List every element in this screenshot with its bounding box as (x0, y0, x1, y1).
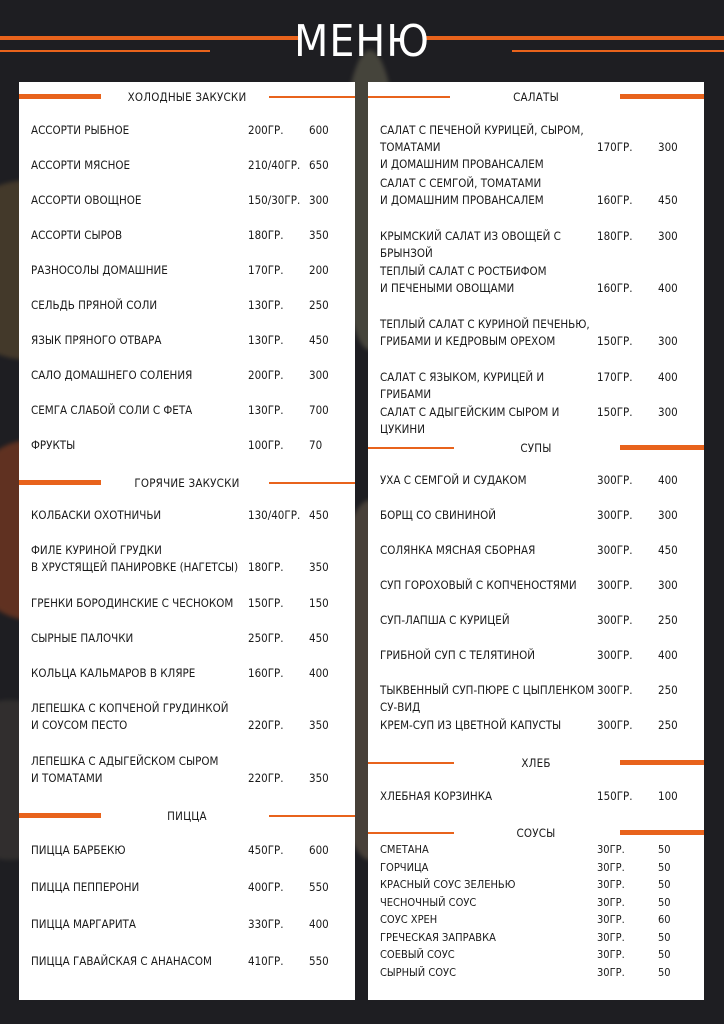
menu-item-name: СУП-ЛАПША С КУРИЦЕЙ (380, 613, 510, 627)
menu-item-weight: 250ГР. (248, 631, 284, 645)
menu-item-name: ЯЗЫК ПРЯНОГО ОТВАРА (31, 333, 162, 347)
menu-item-name: ГРЕНКИ БОРОДИНСКИЕ С ЧЕСНОКОМ (31, 596, 234, 610)
menu-item-price: 50 (658, 878, 671, 891)
menu-item-name (380, 263, 595, 297)
section-header-pizza (19, 805, 355, 829)
menu-item-weight: 170ГР. (597, 370, 633, 384)
menu-item-price: 600 (309, 843, 329, 857)
menu-item-name: КРАСНЫЙ СОУС ЗЕЛЕНЬЮ (380, 878, 516, 891)
menu-item-price: 300 (658, 508, 678, 522)
menu-item-weight: 150ГР. (597, 334, 633, 348)
menu-item-weight: 150ГР. (248, 596, 284, 610)
menu-item-weight: 170ГР. (597, 140, 633, 154)
menu-item-name-line: И СОУСОМ ПЕСТО (31, 718, 128, 732)
menu-title: МЕНЮ (294, 16, 430, 67)
menu-item-name: САЛАТ С ЯЗЫКОМ, КУРИЦЕЙ И ГРИБАМИ (380, 370, 545, 401)
menu-item-weight: 300ГР. (597, 578, 633, 592)
menu-item-weight: 150/30ГР. (248, 193, 301, 207)
menu-item-price: 600 (309, 123, 329, 137)
menu-item-price: 300 (658, 140, 678, 154)
section-title: ХОЛОДНЫЕ ЗАКУСКИ (127, 90, 247, 104)
menu-item-price: 350 (309, 560, 329, 574)
menu-item-price: 400 (658, 370, 678, 384)
menu-item-weight: 300ГР. (597, 543, 633, 557)
menu-item-name: КОЛЬЦА КАЛЬМАРОВ В КЛЯРЕ (31, 666, 196, 680)
menu-item-weight: 150ГР. (597, 405, 633, 419)
menu-item-name (380, 316, 595, 350)
menu-item-weight: 30ГР. (597, 930, 625, 944)
menu-item-name-line: ТЕПЛЫЙ САЛАТ С РОСТБИФОМ (380, 264, 547, 278)
menu-item-weight: 100ГР. (248, 438, 284, 452)
menu-item-name: СУП ГОРОХОВЫЙ С КОПЧЕНОСТЯМИ (380, 578, 577, 592)
menu-item-name: СМЕТАНА (380, 843, 429, 856)
menu-item-name: СОЛЯНКА МЯСНАЯ СБОРНАЯ (380, 543, 536, 557)
menu-item-name: ГОРЧИЦА (380, 860, 429, 874)
menu-item-weight: 30ГР. (597, 948, 625, 961)
section-title: СОУСЫ (516, 826, 556, 840)
section-header-salads (368, 86, 704, 110)
menu-item-name-line: И ТОМАТАМИ (31, 771, 103, 785)
menu-item-name: АССОРТИ ОВОЩНОЕ (31, 193, 142, 207)
menu-item-name: ТЫКВЕННЫЙ СУП-ПЮРЕ С ЦЫПЛЕНКОМ СУ-ВИД (380, 683, 595, 714)
menu-item-price: 50 (658, 948, 671, 961)
menu-item-price: 350 (309, 228, 329, 242)
menu-item-name (380, 175, 595, 209)
menu-item-price: 250 (658, 683, 678, 697)
menu-item-price: 350 (309, 771, 329, 785)
menu-item-name: СЫРНЫЙ СОУС (380, 965, 456, 979)
menu-item-name: ПИЦЦА ГАВАЙСКАЯ С АНАНАСОМ (31, 954, 212, 968)
menu-item-weight: 160ГР. (597, 281, 633, 295)
menu-item-price: 450 (309, 631, 329, 645)
menu-item-name: КРЕМ-СУП ИЗ ЦВЕТНОЙ КАПУСТЫ (380, 718, 562, 732)
menu-item-weight: 300ГР. (597, 473, 633, 487)
menu-item-price: 400 (658, 281, 678, 295)
menu-item-weight: 30ГР. (597, 895, 625, 909)
menu-item-weight: 200ГР. (248, 368, 284, 382)
menu-item-price: 50 (658, 895, 671, 909)
menu-item-price: 300 (658, 405, 678, 419)
menu-item-name: ХЛЕБНАЯ КОРЗИНКА (380, 789, 493, 803)
menu-item-price: 300 (309, 368, 329, 382)
section-title: ПИЦЦА (167, 809, 207, 823)
menu-item-price: 250 (658, 613, 678, 627)
menu-item-price: 700 (309, 403, 329, 417)
menu-item-weight: 300ГР. (597, 508, 633, 522)
menu-item-price: 60 (658, 913, 671, 926)
section-header-cold (19, 86, 355, 110)
menu-item-price: 550 (309, 880, 329, 894)
menu-item-name-line: ГРИБАМИ И КЕДРОВЫМ ОРЕХОМ (380, 334, 556, 348)
section-title: ХЛЕБ (521, 756, 551, 770)
menu-item-price: 100 (658, 789, 678, 803)
menu-item-weight: 180ГР. (248, 560, 284, 574)
menu-item-name: БОРЩ СО СВИНИНОЙ (380, 508, 496, 522)
menu-item-price: 400 (658, 648, 678, 662)
menu-item-price: 300 (658, 229, 678, 243)
menu-item-name: УХА С СЕМГОЙ И СУДАКОМ (380, 473, 527, 487)
menu-item-price: 200 (309, 263, 329, 277)
menu-item-name: ГРЕЧЕСКАЯ ЗАПРАВКА (380, 930, 496, 944)
menu-item-name: КОЛБАСКИ ОХОТНИЧЬИ (31, 508, 162, 522)
menu-item-name: ЧЕСНОЧНЫЙ СОУС (380, 895, 477, 909)
section-header-bread (368, 752, 704, 776)
menu-item-name: САЛАТ С АДЫГЕЙСКИМ СЫРОМ И ЦУКИНИ (380, 405, 560, 436)
menu-item-weight: 160ГР. (597, 193, 633, 207)
left-panel (19, 82, 355, 1000)
menu-item-name: СЕЛЬДЬ ПРЯНОЙ СОЛИ (31, 298, 158, 312)
menu-item-name-line: САЛАТ С СЕМГОЙ, ТОМАТАМИ (380, 176, 542, 190)
menu-item-weight: 300ГР. (597, 648, 633, 662)
menu-item-price: 400 (658, 473, 678, 487)
menu-item-weight: 130ГР. (248, 333, 284, 347)
section-title: СУПЫ (520, 441, 552, 455)
menu-item-weight: 200ГР. (248, 123, 284, 137)
menu-item-name: СОЕВЫЙ СОУС (380, 948, 455, 961)
menu-item-price: 50 (658, 965, 671, 979)
section-title: САЛАТЫ (513, 90, 559, 104)
menu-item-weight: 160ГР. (248, 666, 284, 680)
menu-item-weight: 330ГР. (248, 917, 284, 931)
menu-item-name (380, 122, 595, 173)
menu-item-name-line: САЛАТ С ПЕЧЕНОЙ КУРИЦЕЙ, СЫРОМ, ТОМАТАМИ (380, 123, 584, 154)
menu-item-weight: 150ГР. (597, 789, 633, 803)
menu-item-name: ПИЦЦА БАРБЕКЮ (31, 843, 126, 857)
menu-item-price: 450 (309, 508, 329, 522)
menu-item-name-line: И ДОМАШНИМ ПРОВАНСАЛЕМ (380, 193, 544, 207)
menu-item-price: 150 (309, 596, 329, 610)
menu-item-weight: 30ГР. (597, 860, 625, 874)
menu-item-weight: 30ГР. (597, 913, 625, 926)
menu-item-name: СЕМГА СЛАБОЙ СОЛИ С ФЕТА (31, 403, 193, 417)
menu-item-name: СЫРНЫЕ ПАЛОЧКИ (31, 631, 134, 645)
menu-item-name-line: ЛЕПЕШКА С КОПЧЕНОЙ ГРУДИНКОЙ (31, 701, 229, 715)
menu-item-weight: 130ГР. (248, 298, 284, 312)
menu-item-weight: 300ГР. (597, 613, 633, 627)
menu-item-name-line: В ХРУСТЯЩЕЙ ПАНИРОВКЕ (НАГЕТСЫ) (31, 560, 239, 574)
menu-item-price: 300 (309, 193, 329, 207)
header (0, 0, 724, 90)
menu-item-weight: 180ГР. (248, 228, 284, 242)
menu-item-name: ПИЦЦА МАРГАРИТА (31, 917, 136, 931)
menu-item-price: 300 (658, 334, 678, 348)
menu-item-weight: 300ГР. (597, 718, 633, 732)
menu-item-name: ГРИБНОЙ СУП С ТЕЛЯТИНОЙ (380, 648, 535, 662)
menu-item-name: АССОРТИ РЫБНОЕ (31, 123, 130, 137)
menu-item-name: АССОРТИ СЫРОВ (31, 228, 123, 242)
menu-item-weight: 130/40ГР. (248, 508, 301, 522)
menu-item-weight: 220ГР. (248, 771, 284, 785)
menu-item-name-line: ФИЛЕ КУРИНОЙ ГРУДКИ (31, 543, 162, 557)
menu-item-name-line: И ПЕЧЕНЫМИ ОВОЩАМИ (380, 281, 515, 295)
menu-item-price: 300 (658, 578, 678, 592)
menu-item-weight: 30ГР. (597, 965, 625, 979)
menu-item-name-line: ЛЕПЕШКА С АДЫГЕЙСКОМ СЫРОМ (31, 754, 219, 768)
section-header-soups (368, 437, 704, 461)
menu-item-price: 550 (309, 954, 329, 968)
menu-item-price: 450 (658, 193, 678, 207)
menu-item-price: 50 (658, 930, 671, 944)
menu-item-price: 650 (309, 158, 329, 172)
menu-item-price: 400 (309, 666, 329, 680)
menu-item-price: 50 (658, 860, 671, 874)
menu-item-price: 450 (658, 543, 678, 557)
menu-item-price: 250 (309, 298, 329, 312)
menu-item-weight: 400ГР. (248, 880, 284, 894)
menu-item-price: 400 (309, 917, 329, 931)
menu-item-weight: 210/40ГР. (248, 158, 301, 172)
menu-item-weight: 30ГР. (597, 878, 625, 891)
menu-item-name: СОУС ХРЕН (380, 913, 438, 926)
menu-item-name: РАЗНОСОЛЫ ДОМАШНИЕ (31, 263, 168, 277)
menu-item-price: 70 (309, 438, 323, 452)
menu-item-name: АССОРТИ МЯСНОЕ (31, 158, 131, 172)
menu-item-name: ФРУКТЫ (31, 438, 76, 452)
menu-item-weight: 220ГР. (248, 718, 284, 732)
menu-item-name: ПИЦЦА ПЕППЕРОНИ (31, 880, 140, 894)
menu-item-name-line: ТЕПЛЫЙ САЛАТ С КУРИНОЙ ПЕЧЕНЬЮ, (380, 317, 590, 331)
menu-item-name-line: И ДОМАШНИМ ПРОВАНСАЛЕМ (380, 157, 544, 171)
menu-item-price: 50 (658, 843, 671, 856)
menu-item-weight: 450ГР. (248, 843, 284, 857)
menu-item-name (31, 753, 246, 787)
menu-item-price: 450 (309, 333, 329, 347)
section-header-hot (19, 472, 355, 496)
menu-item-name (31, 542, 246, 576)
menu-item-weight: 130ГР. (248, 403, 284, 417)
menu-item-price: 350 (309, 718, 329, 732)
menu-item-weight: 410ГР. (248, 954, 284, 968)
menu-item-weight: 300ГР. (597, 683, 633, 697)
menu-item-weight: 180ГР. (597, 229, 633, 243)
right-panel (368, 82, 704, 1000)
menu-item-name: КРЫМСКИЙ САЛАТ ИЗ ОВОЩЕЙ С БРЫНЗОЙ (380, 229, 561, 260)
menu-item-name (31, 700, 246, 734)
menu-item-weight: 170ГР. (248, 263, 284, 277)
menu-item-name: САЛО ДОМАШНЕГО СОЛЕНИЯ (31, 368, 193, 382)
section-title: ГОРЯЧИЕ ЗАКУСКИ (134, 476, 240, 490)
menu-item-price: 250 (658, 718, 678, 732)
menu-item-weight: 30ГР. (597, 843, 625, 856)
